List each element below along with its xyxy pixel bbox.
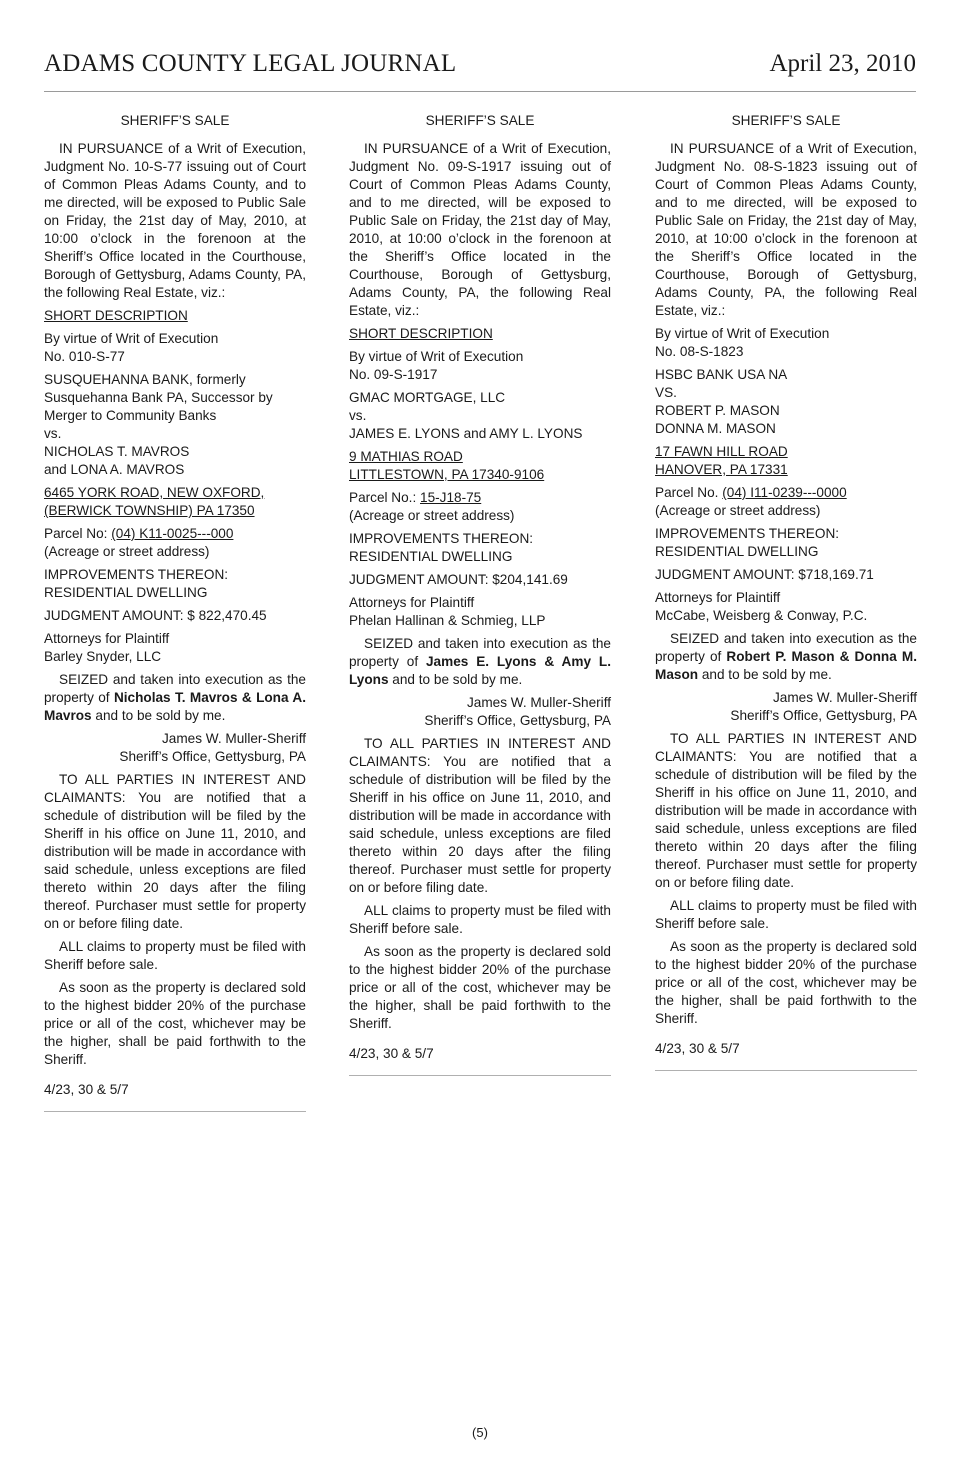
distribution-notice: TO ALL PARTIES IN INTEREST AND CLAIMANTS: You are notified that a schedule of distribution will be filed by the Sheriff in his office on June 11, 2010, and distribution will be made in accordance with said schedule, unless exceptions are filed thereto within 20 days after the filing thereof. Purchaser must settle for property on or before filing date. [44,772,306,931]
improvements-label: IMPROVEMENTS THEREON: [44,567,229,582]
improvements-block [44,566,306,602]
address-line: HANOVER, PA 17331 [655,462,788,477]
payment-notice: As soon as the property is declared sold to the highest bidder 20% of the purchase price or all of the cost, whichever may be the higher, shall be paid forthwith to the Sheriff. [44,980,306,1067]
seized-text: SEIZED and taken into execution as the property of [44,672,306,705]
seized-names: Nicholas T. Mavros & Lona A. Mavros [44,690,307,723]
acreage-note: (Acreage or street address) [655,503,821,518]
plaintiff: Merger to Community Banks [44,408,217,423]
sheriff-office: Sheriff’s Office, Gettysburg, PA [119,749,306,764]
notice-heading: SHERIFF’S SALE [425,113,535,128]
acreage-note: (Acreage or street address) [44,544,210,559]
parcel-label: Parcel No. [655,485,723,500]
parcel-block [44,525,306,561]
sheriff-signature [349,694,611,730]
improvements-label: IMPROVEMENTS THEREON: [655,526,840,541]
writ-line: By virtue of Writ of Execution [44,331,219,346]
claims-notice: ALL claims to property must be filed with Sheriff before sale. [44,939,306,972]
claims-notice: ALL claims to property must be filed with Sheriff before sale. [349,903,611,936]
improvements-label: IMPROVEMENTS THEREON: [349,531,534,546]
writ-block [655,325,917,361]
defendant: ROBERT P. MASON [655,403,780,418]
property-address [655,443,917,479]
defendant: NICHOLAS T. MAVROS [44,444,190,459]
improvements-value: RESIDENTIAL DWELLING [349,549,513,564]
writ-line: By virtue of Writ of Execution [655,326,830,341]
sheriff-signature [44,730,306,766]
parcel-number: (04) K11-0025---000 [111,526,234,541]
seized-names: Robert P. Mason & Donna M. Mason [655,649,917,682]
sheriff-signature [655,689,917,725]
sheriff-name: James W. Muller-Sheriff [772,690,917,705]
distribution-notice: TO ALL PARTIES IN INTEREST AND CLAIMANTS: You are notified that a schedule of distribution will be filed by the Sheriff in his office on June 11, 2010, and distribution will be made in accordance with said schedule, unless exceptions are filed thereto within 20 days after the filing thereof. Purchaser must settle for property on or before filing date. [655,731,917,890]
header-divider [44,91,916,92]
parcel-block [655,484,917,520]
seized-statement [655,630,917,684]
seized-text: and to be sold by me. [698,667,832,682]
parcel-block [349,489,611,525]
seized-text: and to be sold by me. [91,708,226,723]
versus: vs. [349,408,367,423]
parties-block [349,389,611,443]
seized-statement [349,635,611,689]
writ-line: By virtue of Writ of Execution [349,349,524,364]
sheriff-name: James W. Muller-Sheriff [466,695,611,710]
masthead [44,50,916,84]
notice-divider [349,1075,611,1076]
address-line: 9 MATHIAS ROAD [349,449,463,464]
judgment-amount: JUDGMENT AMOUNT: $204,141.69 [349,572,568,587]
parties-block [655,366,917,438]
attorneys-block [44,630,306,666]
writ-number: No. 08-S-1823 [655,344,744,359]
notice-column-1 [44,112,306,1112]
plaintiff: SUSQUEHANNA BANK, formerly [44,372,246,387]
improvements-block [349,530,611,566]
claims-notice: ALL claims to property must be filed with Sheriff before sale. [655,898,917,931]
journal-title: ADAMS COUNTY LEGAL JOURNAL [44,50,457,77]
attorneys-label: Attorneys for Plaintiff [655,590,781,605]
issue-date: April 23, 2010 [769,50,916,77]
notice-column-2 [349,112,611,1076]
notice-column-3 [655,112,917,1071]
notice-intro: IN PURSUANCE of a Writ of Execution, Judgment No. 08-S-1823 issuing out of Court of Common Pleas Adams County, and to me directed, will be exposed to Public Sale on Friday, the 21st day of May, 2010, at 10:00 o’clock in the forenoon at the Sheriff’s Office located in the Courthouse, Borough of Gettysburg, Adams County, PA, the following Real Estate, viz.: [655,141,917,318]
defendant: DONNA M. MASON [655,421,776,436]
page-number: (5) [472,1425,488,1440]
sheriff-office: Sheriff’s Office, Gettysburg, PA [424,713,611,728]
notice-heading: SHERIFF’S SALE [731,113,841,128]
payment-notice: As soon as the property is declared sold to the highest bidder 20% of the purchase price or all of the cost, whichever may be the higher, shall be paid forthwith to the Sheriff. [349,944,611,1031]
publication-dates: 4/23, 30 & 5/7 [655,1041,740,1056]
parcel-number: (04) I11-0239---0000 [722,485,847,500]
address-line: LITTLESTOWN, PA 17340-9106 [349,467,545,482]
attorneys-name: Barley Snyder, LLC [44,649,162,664]
judgment-amount: JUDGMENT AMOUNT: $718,169.71 [655,567,874,582]
writ-block [349,348,611,384]
distribution-notice: TO ALL PARTIES IN INTEREST AND CLAIMANTS: You are notified that a schedule of distribution will be filed by the Sheriff in his office on June 11, 2010, and distribution will be made in accordance with said schedule, unless exceptions are filed thereto within 20 days after the filing thereof. Purchaser must settle for property on or before filing date. [349,736,611,895]
notice-intro: IN PURSUANCE of a Writ of Execution, Judgment No. 09-S-1917 issuing out of Court of Common Pleas Adams County, and to me directed, will be exposed to Public Sale on Friday, the 21st day of May, 2010, at 10:00 o’clock in the forenoon at the Sheriff’s Office located in the Courthouse, Borough of Gettysburg, Adams County, PA, the following Real Estate, viz.: [349,141,611,318]
parcel-label: Parcel No: [44,526,112,541]
sheriff-office: Sheriff’s Office, Gettysburg, PA [730,708,917,723]
address-line: 17 FAWN HILL ROAD [655,444,788,459]
judgment-amount: JUDGMENT AMOUNT: $ 822,470.45 [44,608,267,623]
seized-text: SEIZED and taken into execution as the property of [655,631,917,664]
parties-block [44,371,306,479]
defendant: and LONA A. MAVROS [44,462,185,477]
improvements-block [655,525,917,561]
plaintiff: Susquehanna Bank PA, Successor by [44,390,273,405]
notice-intro: IN PURSUANCE of a Writ of Execution, Judgment No. 10-S-77 issuing out of Court of Common Pleas Adams County, and to me directed, will be exposed to Public Sale on Friday, the 21st day of May, 2010, at 10:00 o’clock in the forenoon at the Sheriff’s Office located in the Courthouse, Borough of Gettysburg, Adams County, PA, the following Real Estate, viz.: [44,141,306,300]
improvements-value: RESIDENTIAL DWELLING [44,585,208,600]
publication-dates: 4/23, 30 & 5/7 [44,1082,129,1097]
property-address [44,484,306,520]
publication-dates: 4/23, 30 & 5/7 [349,1046,434,1061]
acreage-note: (Acreage or street address) [349,508,515,523]
seized-statement [44,671,306,725]
versus: vs. [44,426,62,441]
defendant: JAMES E. LYONS and AMY L. LYONS [349,426,583,441]
address-line: (BERWICK TOWNSHIP) PA 17350 [44,503,255,518]
payment-notice: As soon as the property is declared sold to the highest bidder 20% of the purchase price or all of the cost, whichever may be the higher, shall be paid forthwith to the Sheriff. [655,939,917,1026]
seized-names: James E. Lyons & Amy L. Lyons [349,654,611,687]
attorneys-name: McCabe, Weisberg & Conway, P.C. [655,608,868,623]
property-address [349,448,611,484]
notice-divider [655,1070,917,1071]
parcel-number: 15-J18-75 [420,490,482,505]
attorneys-block [655,589,917,625]
short-description-label: SHORT DESCRIPTION [349,326,493,341]
writ-number: No. 010-S-77 [44,349,125,364]
notice-divider [44,1111,306,1112]
attorneys-label: Attorneys for Plaintiff [349,595,475,610]
plaintiff: HSBC BANK USA NA [655,367,788,382]
short-description-label: SHORT DESCRIPTION [44,308,188,323]
parcel-label: Parcel No.: [349,490,421,505]
attorneys-block [349,594,611,630]
writ-block [44,330,306,366]
plaintiff: GMAC MORTGAGE, LLC [349,390,506,405]
seized-text: SEIZED and taken into execution as the property of [349,636,611,669]
sheriff-name: James W. Muller-Sheriff [161,731,306,746]
notice-heading: SHERIFF’S SALE [120,113,230,128]
attorneys-label: Attorneys for Plaintiff [44,631,170,646]
address-line: 6465 YORK ROAD, NEW OXFORD, [44,485,265,500]
improvements-value: RESIDENTIAL DWELLING [655,544,819,559]
seized-text: and to be sold by me. [388,672,523,687]
writ-number: No. 09-S-1917 [349,367,438,382]
attorneys-name: Phelan Hallinan & Schmieg, LLP [349,613,546,628]
versus: VS. [655,385,677,400]
